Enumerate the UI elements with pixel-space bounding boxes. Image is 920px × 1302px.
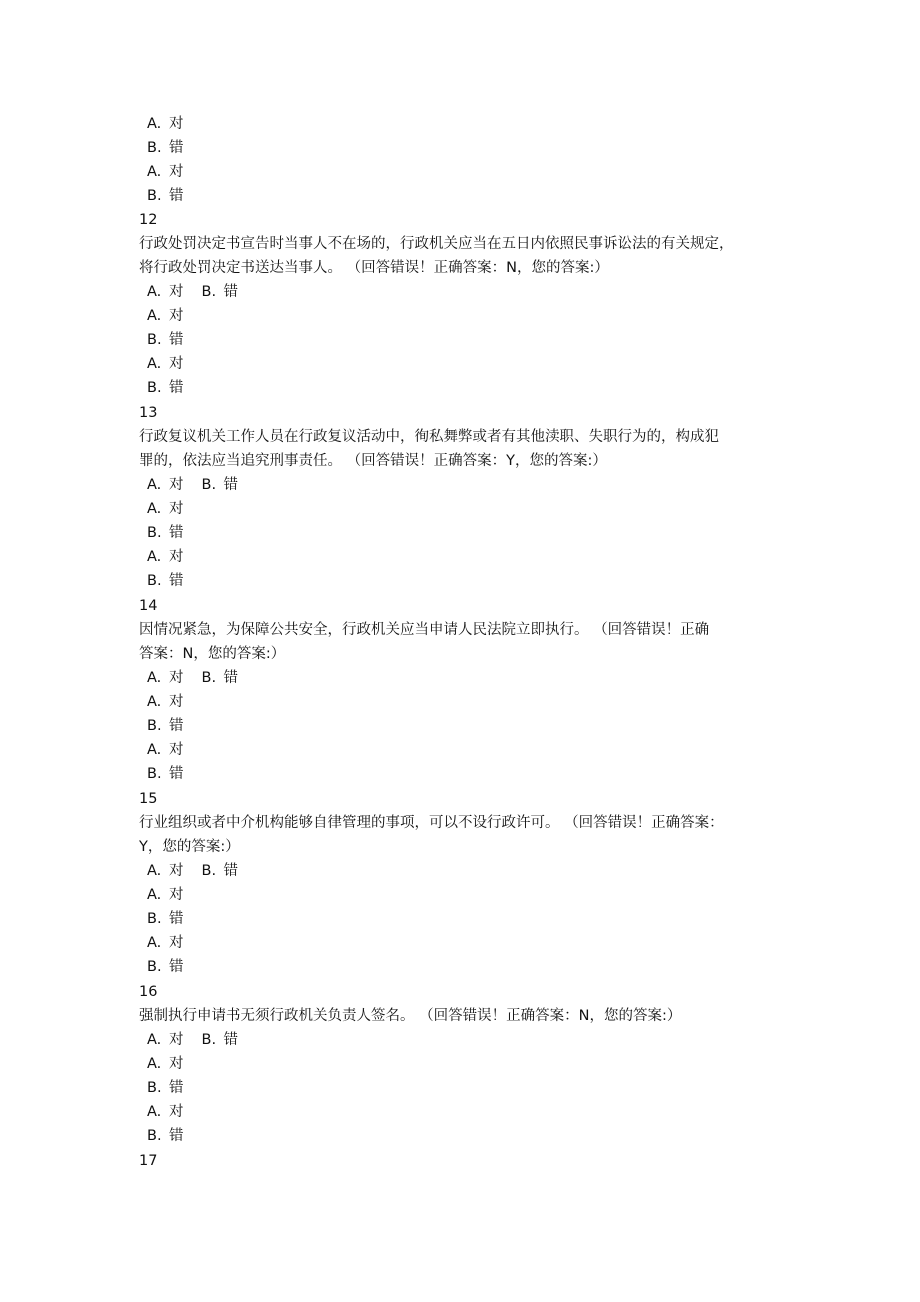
option-text: 错 <box>169 959 184 975</box>
question-text-line: 强制执行申请书无须行政机关负责人签名。 （回答错误！正确答案：N，您的答案:） <box>139 1008 682 1024</box>
question-14 <box>139 594 799 786</box>
option-text: 错 <box>169 1128 184 1144</box>
question-text-line: 罪的，依法应当追究刑事责任。 （回答错误！正确答案：Y，您的答案:） <box>139 453 607 469</box>
option-text: 错 <box>169 766 184 782</box>
option-text: 错 <box>169 911 184 927</box>
option-text: 错 <box>169 1080 184 1096</box>
option-line <box>139 136 799 160</box>
option-text: 对 <box>169 164 184 180</box>
option-a <box>147 473 184 497</box>
option-text: 对 <box>169 477 184 493</box>
option-line <box>139 304 799 328</box>
option-letter: B. <box>147 188 162 204</box>
option-letter: A. <box>147 356 162 372</box>
option-line <box>139 569 799 593</box>
option-text: 错 <box>223 863 238 879</box>
option-a <box>147 666 184 690</box>
option-letter: A. <box>147 477 162 493</box>
option-line <box>139 907 799 931</box>
question-number: 14 <box>139 598 158 614</box>
option-text: 错 <box>169 332 184 348</box>
question-number: 17 <box>139 1153 158 1169</box>
option-letter: A. <box>147 887 162 903</box>
question-text-line: 行政处罚决定书宣告时当事人不在场的，行政机关应当在五日内依照民事诉讼法的有关规定， <box>139 236 734 252</box>
question-text-line: 行业组织或者中介机构能够自律管理的事项，可以不设行政许可。 （回答错误！正确答案： <box>139 815 724 831</box>
option-letter: B. <box>201 670 217 686</box>
option-letter: A. <box>147 284 162 300</box>
question-number: 13 <box>139 405 158 421</box>
question-number: 15 <box>139 791 158 807</box>
question-text-line: 因情况紧急，为保障公共安全，行政机关应当申请人民法院立即执行。 （回答错误！正确 <box>139 622 710 638</box>
option-b <box>202 666 239 690</box>
option-letter: A. <box>147 308 162 324</box>
option-b <box>202 473 239 497</box>
question-number: 16 <box>139 984 158 1000</box>
option-a <box>147 280 184 304</box>
option-text: 错 <box>169 380 184 396</box>
option-letter: B. <box>147 959 162 975</box>
option-text: 对 <box>169 356 184 372</box>
option-text: 对 <box>169 1056 184 1072</box>
option-text: 对 <box>169 501 184 517</box>
question-16 <box>139 980 799 1148</box>
option-letter: A. <box>147 116 162 132</box>
option-line <box>139 955 799 979</box>
option-letter: B. <box>147 140 162 156</box>
option-text: 对 <box>169 116 184 132</box>
option-text: 对 <box>169 742 184 758</box>
question-13 <box>139 401 799 593</box>
option-text: 对 <box>169 694 184 710</box>
option-line <box>139 160 799 184</box>
option-line <box>139 738 799 762</box>
option-letter: A. <box>147 1032 162 1048</box>
option-letter: A. <box>147 742 162 758</box>
option-text: 错 <box>169 573 184 589</box>
option-text: 对 <box>169 887 184 903</box>
option-letter: A. <box>147 670 162 686</box>
option-letter: A. <box>147 164 162 180</box>
option-line <box>139 497 799 521</box>
inline-options <box>139 859 799 883</box>
option-b <box>202 859 239 883</box>
option-text: 对 <box>169 308 184 324</box>
option-text: 对 <box>169 1032 184 1048</box>
option-line <box>139 931 799 955</box>
inline-options <box>139 666 799 690</box>
question-17 <box>139 1149 799 1173</box>
option-letter: B. <box>147 718 162 734</box>
inline-options <box>139 280 799 304</box>
option-line <box>139 521 799 545</box>
option-letter: B. <box>147 573 162 589</box>
option-text: 对 <box>169 935 184 951</box>
option-line <box>139 112 799 136</box>
option-letter: A. <box>147 1056 162 1072</box>
option-line <box>139 714 799 738</box>
option-text: 错 <box>169 525 184 541</box>
option-letter: A. <box>147 501 162 517</box>
option-line <box>139 1076 799 1100</box>
option-letter: A. <box>147 1104 162 1120</box>
option-text: 对 <box>169 863 184 879</box>
option-line <box>139 883 799 907</box>
option-text: 错 <box>223 477 238 493</box>
option-b <box>202 280 239 304</box>
question-text-line: Y，您的答案:） <box>139 839 240 855</box>
inline-options <box>139 1028 799 1052</box>
option-letter: A. <box>147 863 162 879</box>
option-letter: B. <box>201 477 217 493</box>
option-line <box>139 184 799 208</box>
option-letter: B. <box>147 1080 162 1096</box>
option-letter: B. <box>201 863 217 879</box>
option-a <box>147 1028 184 1052</box>
question-text-line: 行政复议机关工作人员在行政复议活动中，徇私舞弊或者有其他渎职、失职行为的，构成犯 <box>139 429 719 445</box>
inline-options <box>139 473 799 497</box>
option-line <box>139 762 799 786</box>
option-letter: B. <box>201 284 217 300</box>
question-12 <box>139 208 799 400</box>
question-15 <box>139 787 799 979</box>
option-text: 错 <box>169 718 184 734</box>
option-letter: A. <box>147 694 162 710</box>
option-letter: B. <box>147 380 162 396</box>
option-line <box>139 1052 799 1076</box>
option-text: 错 <box>223 284 238 300</box>
option-letter: B. <box>201 1032 217 1048</box>
option-letter: B. <box>147 332 162 348</box>
option-line <box>139 1100 799 1124</box>
option-text: 对 <box>169 1104 184 1120</box>
question-number: 12 <box>139 212 158 228</box>
option-line <box>139 545 799 569</box>
option-line <box>139 376 799 400</box>
option-line <box>139 352 799 376</box>
option-text: 错 <box>223 1032 238 1048</box>
option-text: 对 <box>169 670 184 686</box>
option-text: 对 <box>169 284 184 300</box>
option-letter: A. <box>147 549 162 565</box>
option-line <box>139 328 799 352</box>
option-letter: B. <box>147 911 162 927</box>
option-line <box>139 1124 799 1148</box>
lead-options <box>139 112 799 208</box>
question-text-line: 将行政处罚决定书送达当事人。 （回答错误！正确答案：N，您的答案:） <box>139 260 609 276</box>
option-letter: B. <box>147 1128 162 1144</box>
option-a <box>147 859 184 883</box>
option-letter: A. <box>147 935 162 951</box>
option-letter: B. <box>147 525 162 541</box>
option-line <box>139 690 799 714</box>
option-letter: B. <box>147 766 162 782</box>
option-text: 错 <box>169 188 184 204</box>
option-text: 对 <box>169 549 184 565</box>
option-b <box>202 1028 239 1052</box>
question-text-line: 答案：N，您的答案:） <box>139 646 286 662</box>
option-text: 错 <box>169 140 184 156</box>
option-text: 错 <box>223 670 238 686</box>
